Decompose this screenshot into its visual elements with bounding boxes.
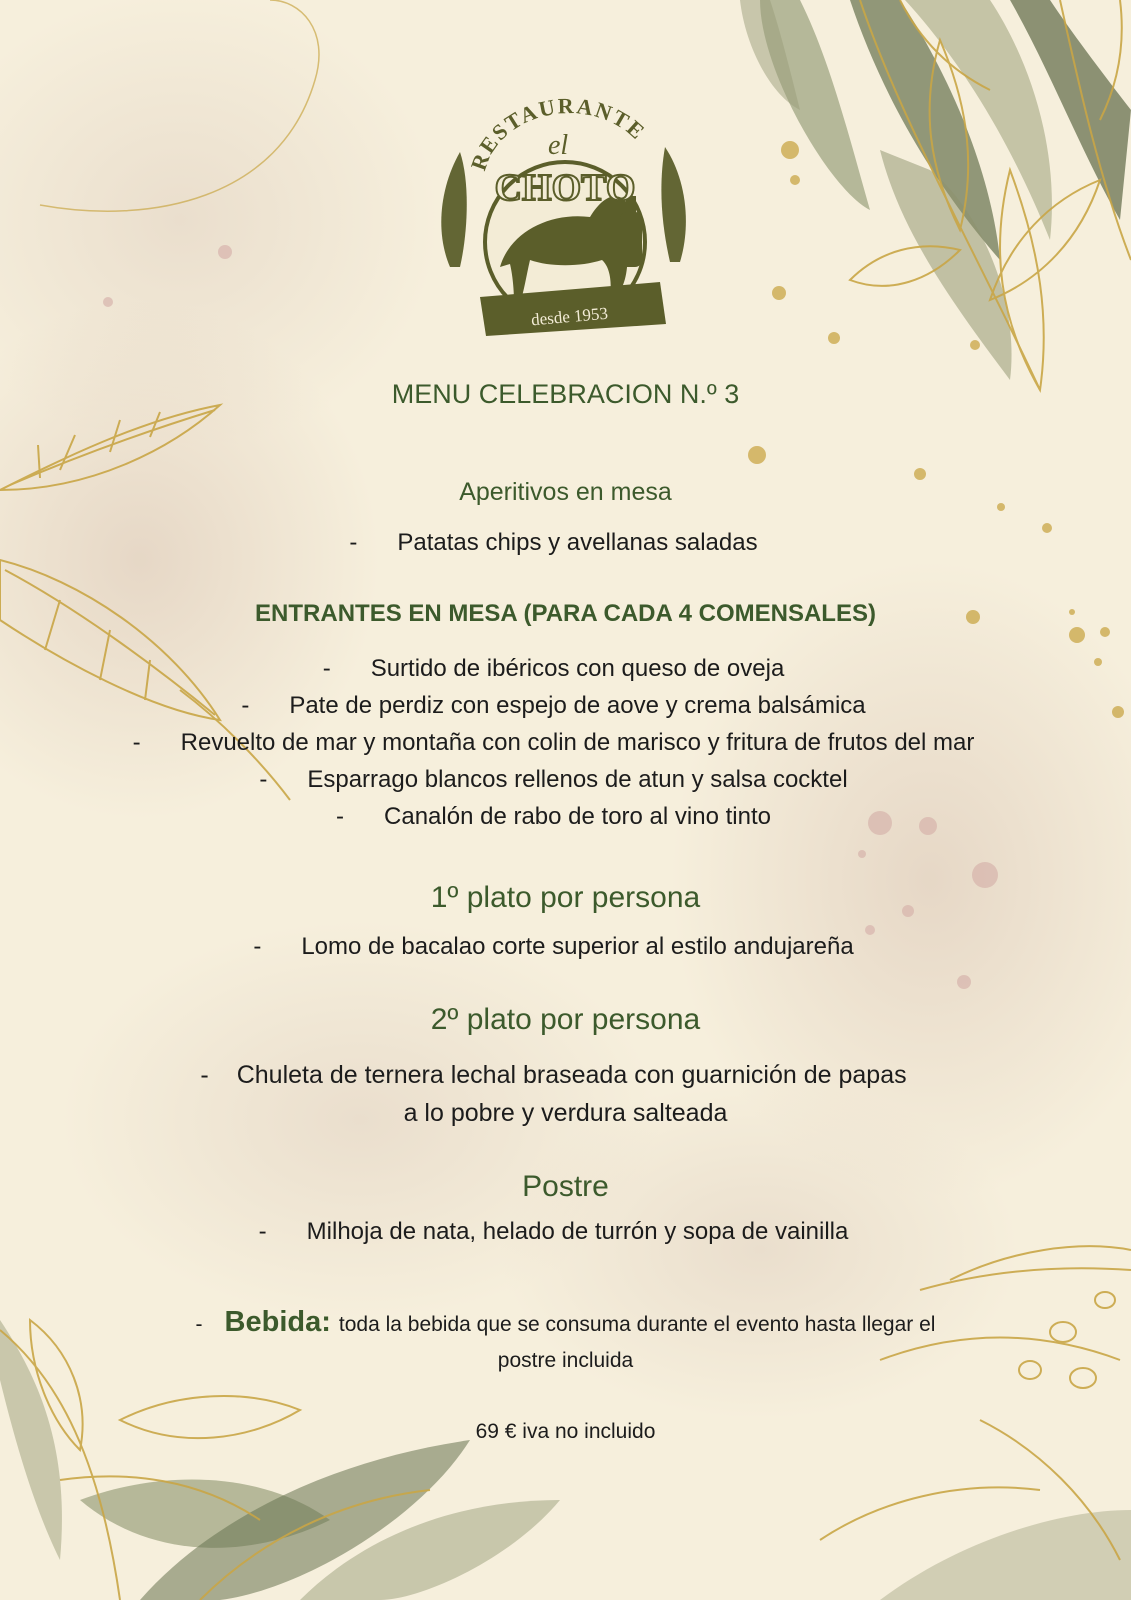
bebida-text-continuation: postre incluida — [497, 1349, 634, 1372]
bullet-dash: - — [253, 933, 262, 960]
menu-price: 69 € iva no incluido — [475, 1420, 656, 1443]
list-item — [0, 731, 1119, 755]
bullet-dash: - — [200, 1061, 209, 1089]
bullet-dash: - — [259, 766, 268, 793]
logo-article: el — [548, 130, 569, 161]
bullet-dash: - — [195, 1313, 203, 1336]
list-item-continuation: a lo pobre y verdura salteada — [403, 1099, 728, 1127]
list-item-text: Lomo de bacalao corte superior al estilo andujareña — [301, 933, 854, 960]
restaurant-logo — [430, 92, 700, 347]
section-heading-primer-plato: 1º plato por persona — [430, 881, 701, 914]
section-heading-postre: Postre — [522, 1170, 609, 1203]
section-heading-aperitivos: Aperitivos en mesa — [459, 478, 672, 506]
bebida-label: Bebida: — [224, 1306, 331, 1338]
bullet-dash: - — [336, 803, 345, 830]
list-item — [0, 768, 1119, 792]
bullet-dash: - — [241, 692, 250, 719]
bebida-line — [0, 1308, 1131, 1337]
list-item-text: Revuelto de mar y montaña con colin de marisco y fritura de frutos del mar — [180, 729, 975, 756]
section-heading-entrantes: ENTRANTES EN MESA (PARA CADA 4 COMENSALES) — [255, 600, 876, 627]
list-item-text: Canalón de rabo de toro al vino tinto — [384, 803, 771, 830]
bullet-dash: - — [349, 529, 358, 556]
list-item — [0, 531, 1119, 555]
list-item-text: Patatas chips y avellanas saladas — [397, 529, 758, 556]
list-item — [0, 1220, 1119, 1244]
list-item-text: Milhoja de nata, helado de turrón y sopa de vainilla — [306, 1218, 849, 1245]
menu-title: MENU CELEBRACION N.º 3 — [391, 379, 740, 409]
bullet-dash: - — [132, 729, 141, 756]
bullet-dash: - — [322, 655, 331, 682]
list-item-text: Pate de perdiz con espejo de aove y crema balsámica — [289, 692, 866, 719]
bullet-dash: - — [258, 1218, 267, 1245]
section-heading-segundo-plato: 2º plato por persona — [430, 1003, 701, 1036]
logo-since: desde 1953 — [530, 303, 609, 330]
list-item-text: Surtido de ibéricos con queso de oveja — [370, 655, 785, 682]
list-item — [0, 657, 1119, 681]
list-item-text: Chuleta de ternera lechal braseada con guarnición de papas — [236, 1061, 907, 1089]
logo-name: CHOTO — [494, 167, 636, 209]
logo-top-text: RESTAURANTE — [465, 93, 651, 174]
list-item — [0, 1063, 1119, 1088]
list-item — [0, 935, 1119, 959]
list-item — [0, 805, 1119, 829]
list-item-text: Esparrago blancos rellenos de atun y salsa cocktel — [307, 766, 848, 793]
bebida-text: toda la bebida que se consuma durante el evento hasta llegar el — [338, 1313, 936, 1336]
list-item — [0, 694, 1119, 718]
